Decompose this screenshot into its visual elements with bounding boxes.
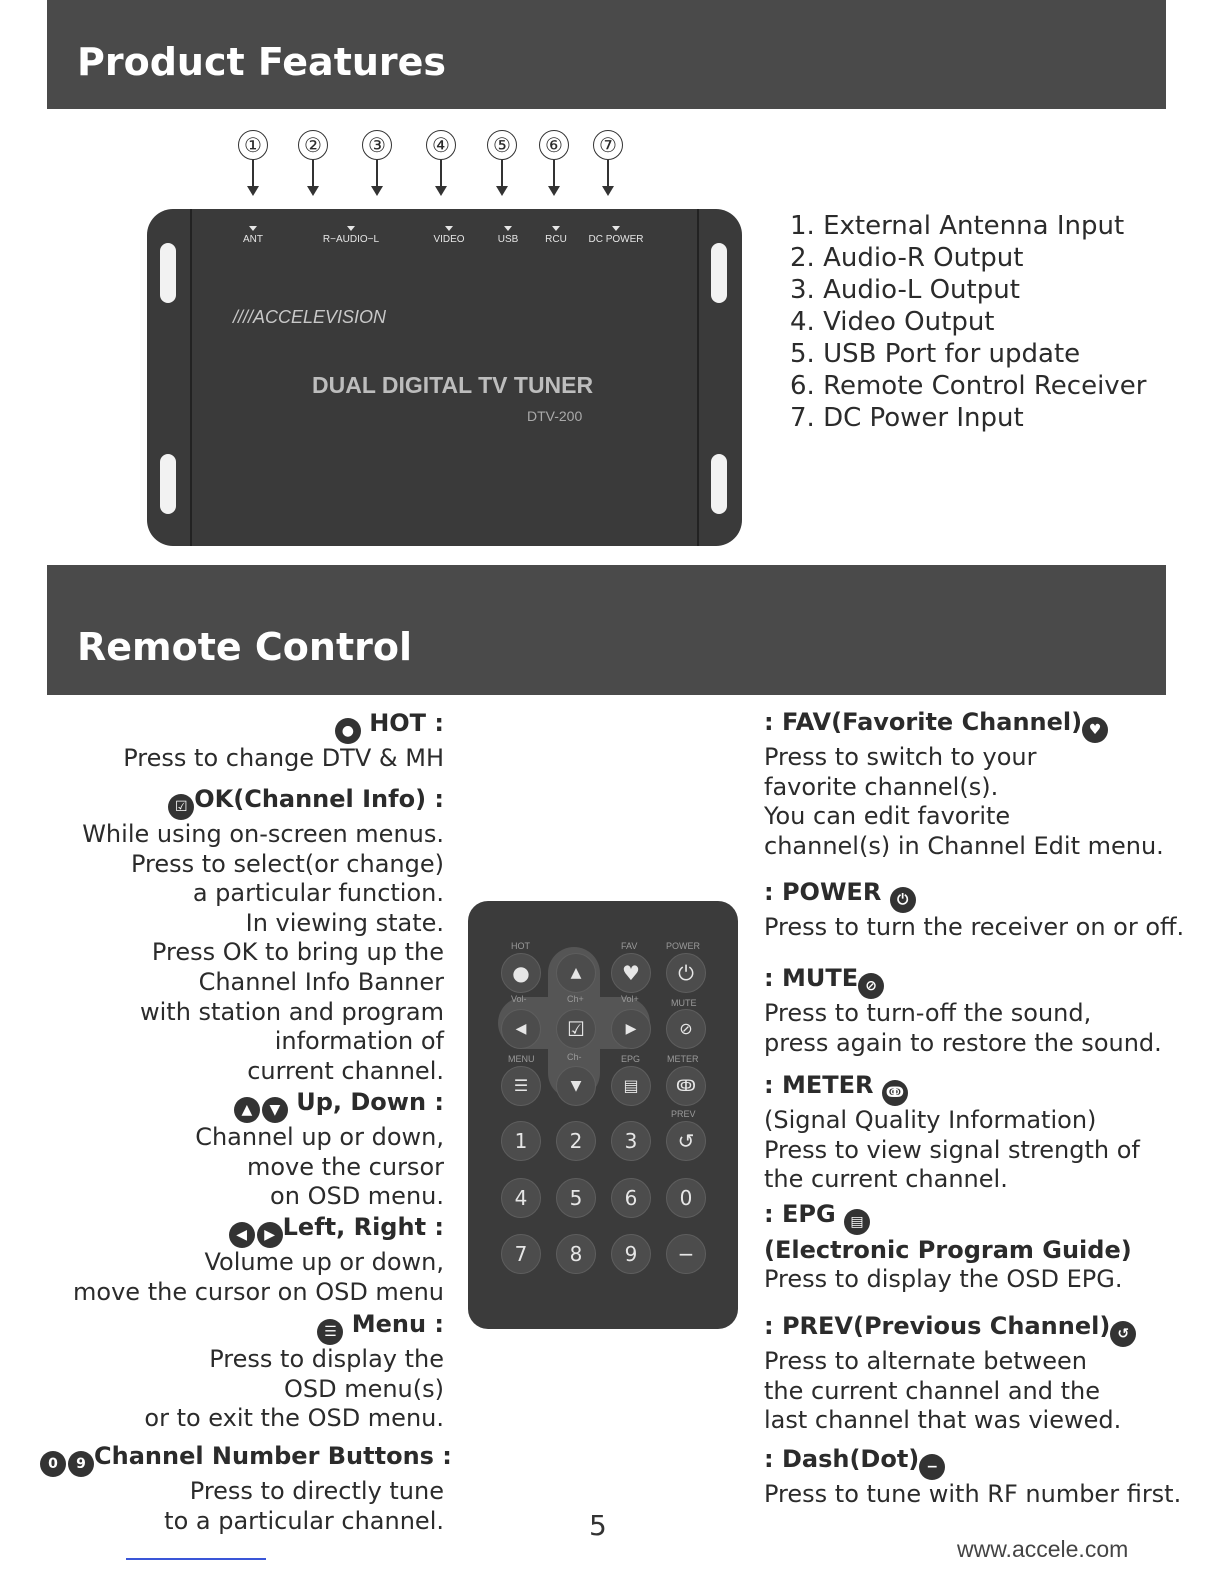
- dash-button: −: [666, 1234, 706, 1274]
- port-dc-power-label: DC POWER: [584, 226, 648, 245]
- mute-section: : MUTE ⊘ Press to turn-off the sound, press again to restore the sound.: [764, 964, 1162, 1057]
- port-video-label: VIDEO: [429, 226, 469, 245]
- callout-5: ⑤: [486, 130, 518, 196]
- signal-icon: ↂ: [882, 1080, 908, 1106]
- remote-label-menu: MENU: [508, 1054, 535, 1064]
- remote-label-ch-plus: Ch+: [567, 994, 584, 1004]
- meter-section: : METER ↂ (Signal Quality Information) Press to view signal strength of the current channel.: [764, 1071, 1140, 1194]
- remote-label-hot: HOT: [511, 941, 530, 951]
- epg-subhead: (Electronic Program Guide): [764, 1236, 1132, 1264]
- remote-label-epg: EPG: [621, 1054, 641, 1064]
- hot-button: ●: [501, 953, 541, 993]
- left-right-section: ◀ ▶ Left, Right : Volume up or down, move the cursor on OSD menu: [73, 1213, 444, 1306]
- key-6: 6: [611, 1178, 651, 1218]
- prev-section: : PREV(Previous Channel) ↺ Press to alternate between the current channel and the last channel that was viewed.: [764, 1311, 1204, 1436]
- page-number: 5: [589, 1509, 607, 1542]
- power-button: ⏻: [666, 953, 706, 993]
- key-8: 8: [556, 1234, 596, 1274]
- list-item: 1. External Antenna Input: [790, 211, 1125, 241]
- power-icon: ⏻: [890, 887, 916, 913]
- mount-slot: [711, 243, 727, 303]
- check-box-icon: ☑: [168, 794, 194, 820]
- section-title: Remote Control: [77, 625, 412, 669]
- mount-slot: [160, 454, 176, 514]
- list-item: 6. Remote Control Receiver: [790, 371, 1147, 401]
- up-down-section: ▲ ▼ Up, Down : Channel up or down, move the cursor on OSD menu.: [195, 1088, 444, 1211]
- remote-label-mute: MUTE: [671, 998, 697, 1008]
- heart-icon: ♥: [1082, 717, 1108, 743]
- remote-label-meter: METER: [667, 1054, 699, 1064]
- nine-key-icon: 9: [68, 1451, 94, 1477]
- prev-button: ↺: [666, 1121, 706, 1161]
- list-item: 4. Video Output: [790, 307, 995, 337]
- callout-1: ①: [237, 130, 269, 196]
- speech-bubble-icon: ●: [335, 718, 361, 744]
- product-features-banner: [47, 0, 1166, 109]
- menu-icon: ☰: [317, 1319, 343, 1345]
- callout-4: ④: [425, 130, 457, 196]
- triangle-up-icon: ▲: [234, 1097, 260, 1123]
- power-section: : POWER ⏻ Press to turn the receiver on or off.: [764, 878, 1185, 941]
- device-name: DUAL DIGITAL TV TUNER: [312, 372, 594, 398]
- key-1: 1: [501, 1121, 541, 1161]
- key-7: 7: [501, 1234, 541, 1274]
- dash-icon: −: [919, 1454, 945, 1480]
- guide-icon: ▤: [844, 1209, 870, 1235]
- dash-section: : Dash(Dot) − Press to tune with RF number first.: [764, 1445, 1182, 1508]
- mount-slot: [160, 243, 176, 303]
- footer-url: www.accele.com: [957, 1536, 1129, 1562]
- list-item: 3. Audio-L Output: [790, 275, 1020, 305]
- port-rcu-label: RCU: [543, 226, 569, 245]
- menu-button: ☰: [501, 1066, 541, 1106]
- features-list: [790, 210, 1146, 434]
- vol-down-button: ◀: [501, 1009, 541, 1049]
- ch-up-button: ▲: [556, 953, 596, 993]
- hot-section: ● HOT : Press to change DTV & MH: [123, 709, 444, 772]
- remote-label-vol-plus: Vol+: [621, 994, 639, 1004]
- list-item: 5. USB Port for update: [790, 339, 1081, 369]
- key-4: 4: [501, 1178, 541, 1218]
- key-9: 9: [611, 1234, 651, 1274]
- remote-label-ch-minus: Ch-: [567, 1052, 582, 1062]
- remote-label-vol-minus: Vol-: [511, 994, 527, 1004]
- key-3: 3: [611, 1121, 651, 1161]
- list-item: 2. Audio-R Output: [790, 243, 1024, 273]
- remote-control-banner: [47, 565, 1166, 695]
- footer-divider: [126, 1558, 266, 1560]
- callout-6: ⑥: [538, 130, 570, 196]
- vol-up-button: ▶: [611, 1009, 651, 1049]
- callout-7: ⑦: [592, 130, 624, 196]
- mount-slot: [711, 454, 727, 514]
- mute-button: ⊘: [666, 1009, 706, 1049]
- fav-section: : FAV(Favorite Channel) ♥ Press to switch to your favorite channel(s). You can edit favorite channel(s) in Channel Edit menu.: [764, 708, 1164, 860]
- epg-button: ▤: [611, 1066, 651, 1106]
- zero-key-icon: 0: [40, 1451, 66, 1477]
- ok-button: ☑: [556, 1009, 596, 1049]
- fav-button: ♥: [611, 953, 651, 993]
- device-model: DTV-200: [527, 408, 583, 424]
- menu-section: ☰ Menu : Press to display the OSD menu(s) or to exit the OSD menu.: [144, 1310, 444, 1433]
- number-buttons-section: 0 9 Channel Number Buttons : Press to directly tune to a particular channel.: [40, 1441, 444, 1536]
- remote-control-image: [468, 901, 738, 1329]
- ok-section: ☑ OK(Channel Info) : While using on-screen menus. Press to select(or change) a particular function. In viewing state. Press OK to bring up the Channel Info Banner with station and program information of current channel.: [82, 785, 444, 1085]
- epg-section: : EPG ▤ (Electronic Program Guide) Press to display the OSD EPG.: [764, 1199, 1204, 1295]
- return-icon: ↺: [1110, 1321, 1136, 1347]
- port-ant-label: ANT: [237, 226, 269, 245]
- key-2: 2: [556, 1121, 596, 1161]
- triangle-right-icon: ▶: [257, 1222, 283, 1248]
- triangle-down-icon: ▼: [262, 1097, 288, 1123]
- ch-down-button: ▼: [556, 1066, 596, 1106]
- list-item: 7. DC Power Input: [790, 403, 1024, 433]
- callout-3: ③: [361, 130, 393, 196]
- remote-label-power: POWER: [666, 941, 701, 951]
- callout-2: ②: [297, 130, 329, 196]
- triangle-left-icon: ◀: [229, 1222, 255, 1248]
- remote-label-fav: FAV: [621, 941, 638, 951]
- section-title: Product Features: [77, 40, 447, 84]
- key-0: 0: [666, 1178, 706, 1218]
- key-5: 5: [556, 1178, 596, 1218]
- port-audio-label: R−AUDIO−L: [313, 226, 389, 245]
- tuner-device-image: [147, 209, 742, 546]
- port-usb-label: USB: [495, 226, 521, 245]
- meter-button: ↂ: [666, 1066, 706, 1106]
- mute-icon: ⊘: [858, 973, 884, 999]
- remote-label-prev: PREV: [671, 1109, 696, 1119]
- device-brand-logo: ////ACCELEVISION: [233, 307, 387, 327]
